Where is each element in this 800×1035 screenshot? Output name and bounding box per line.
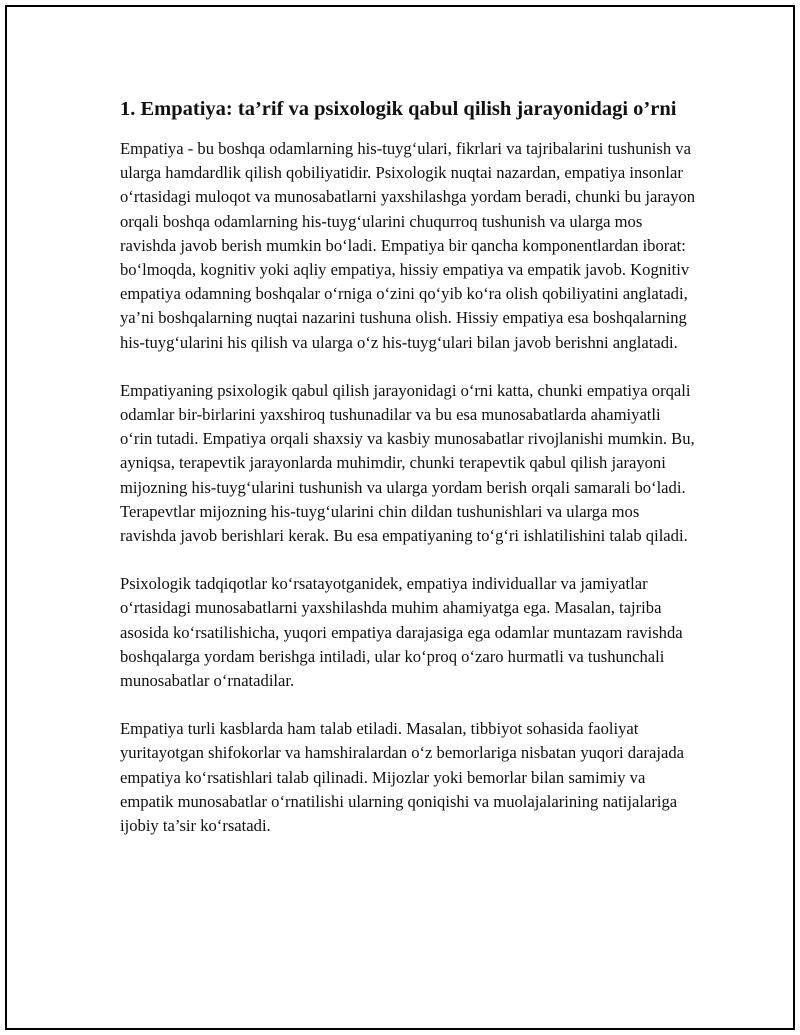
paragraph-2: Empatiyaning psixologik qabul qilish jarayonidagi o‘rni katta, chunki empatiya orqali odamlar bir-birlarini yaxshiroq tushunadilar va bu esa munosabatlarda ahamiyatli o‘rin tutadi. Empatiya orqali shaxsiy va kasbiy munosabatlar rivojlanishi mumkin. Bu, ayniqsa, terapevtik jarayonlarda muhimdir, chunki terapevtik qabul qilish jarayoni mijozning his-tuyg‘ularini tushunish va ularga yordam berish orqali samarali bo‘ladi. Terapevtlar mijozning his-tuyg‘ularini chin dildan tushunishlari va ularga mos ravishda javob berishlari kerak. Bu esa empatiyaning to‘g‘ri ishlatilishini talab qiladi. [120,380,695,546]
paragraph-3: Psixologik tadqiqotlar ko‘rsatayotganidek, empatiya individuallar va jamiyatlar o‘rtasidagi munosabatlarni yaxshilashda muhim ahamiyatga ega. Masalan, tajriba asosida ko‘rsatilishicha, yuqori empatiya darajasiga ega odamlar muntazam ravishda boshqalarga yordam berishga intiladi, ular ko‘proq o‘zaro hurmatli va tushunchali munosabatlar o‘rnatadilar. [120,574,683,691]
paragraph-1: Empatiya - bu boshqa odamlarning his-tuyg‘ulari, fikrlari va tajribalarini tushunish va ularga hamdardlik qilish qobiliyatidir. Psixologik nuqtai nazardan, empatiya insonlar o‘rtasidagi muloqot va munosabatlarni yaxshilashga yordam beradi, chunki bu jarayon orqali boshqa odamlarning his-tuyg‘ularini chuqurroq tushunish va ularga mos ravishda javob berish mumkin bo‘ladi. Empatiya bir qancha komponentlardan iborat: bo‘lmoqda, kognitiv yoki aqliy empatiya, hissiy empatiya va empatik javob. Kognitiv empatiya odamning boshqalar o‘rniga o‘zini qo‘yib ko‘ra olish qobiliyatini anglatadi, ya’ni boshqalarning nuqtai nazarini tushuna olish. Hissiy empatiya esa boshqalarning his-tuyg‘ularini his qilish va ularga o‘z his-tuyg‘ulari bilan javob berishni anglatadi. [120,139,696,352]
document-body [120,95,696,862]
page-frame [5,5,795,1030]
section-heading: 1. Empatiya: ta’rif va psixologik qabul qilish jarayonidagi o’rni [120,98,677,120]
paragraph-4: Empatiya turli kasblarda ham talab etiladi. Masalan, tibbiyot sohasida faoliyat yuritayotgan shifokorlar va hamshiralardan o‘z bemorlariga nisbatan yuqori darajada empatiya ko‘rsatishlari talab qilinadi. Mijozlar yoki bemorlar bilan samimiy va empatik munosabatlar o‘rnatilishi ularning qoniqishi va muolajalarining natijalariga ijobiy ta’sir ko‘rsatadi. [120,719,684,836]
